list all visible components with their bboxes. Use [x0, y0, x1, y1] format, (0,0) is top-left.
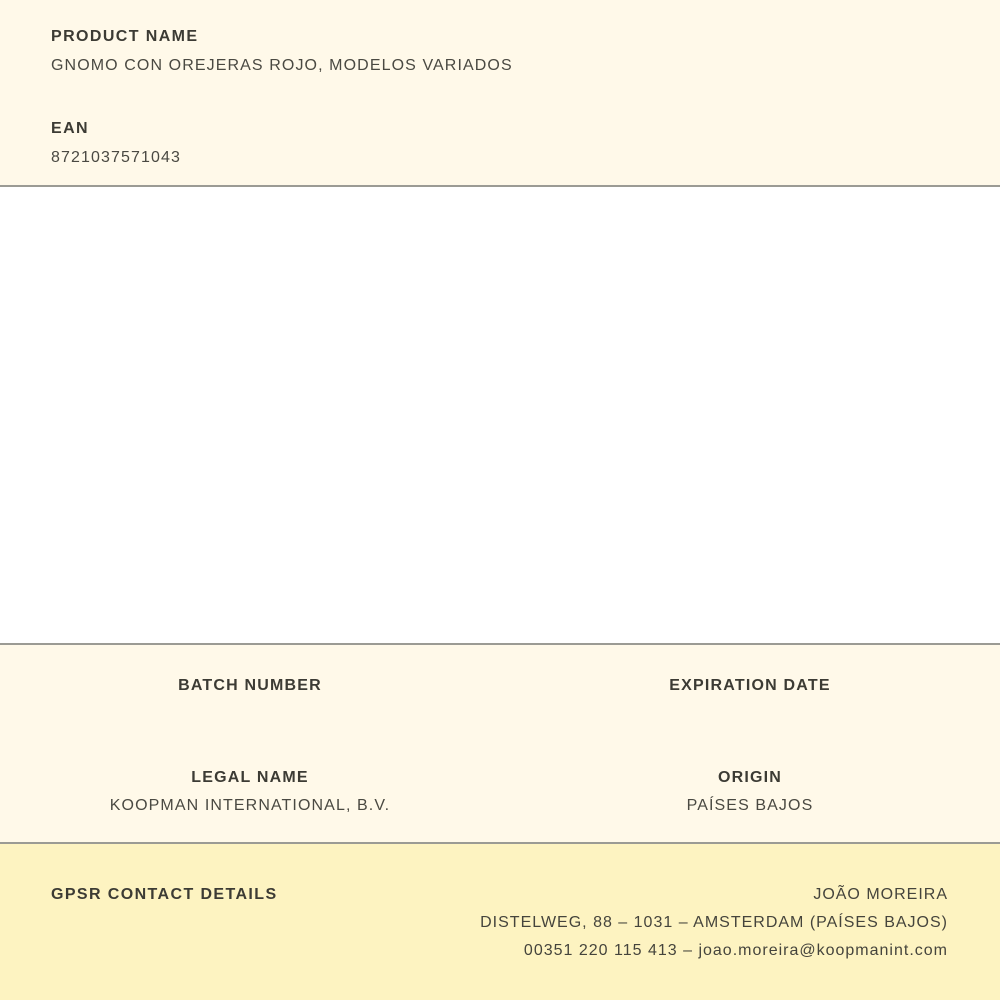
- details-right-column: [500, 676, 1000, 842]
- contact-address: DISTELWEG, 88 – 1031 – AMSTERDAM (PAÍSES BAJOS): [480, 914, 948, 931]
- product-header-section: [0, 0, 1000, 185]
- ean-value: 8721037571043: [51, 149, 181, 166]
- gpsr-contact-label: GPSR CONTACT DETAILS: [51, 886, 278, 903]
- expiration-date-label: EXPIRATION DATE: [669, 677, 831, 694]
- product-name-label: PRODUCT NAME: [51, 28, 199, 45]
- contact-phone-email: 00351 220 115 413 – joao.moreira@koopmanint.com: [523, 942, 948, 959]
- legal-name-value: KOOPMAN INTERNATIONAL, B.V.: [109, 797, 391, 814]
- gpsr-contact-section: [0, 844, 1000, 1000]
- product-name-value: GNOMO CON OREJERAS ROJO, MODELOS VARIADOS: [51, 57, 513, 74]
- origin-label: ORIGIN: [717, 769, 783, 786]
- contact-person-name: JOÃO MOREIRA: [813, 886, 948, 903]
- ean-block: [51, 119, 950, 167]
- product-image-area: [0, 187, 1000, 643]
- gpsr-contact-block: [480, 885, 948, 969]
- details-left-column: [0, 676, 500, 842]
- batch-number-label: BATCH NUMBER: [178, 677, 322, 694]
- legal-name-label: LEGAL NAME: [191, 769, 309, 786]
- origin-value: PAÍSES BAJOS: [686, 797, 814, 814]
- ean-label: EAN: [51, 120, 89, 137]
- details-section: [0, 645, 1000, 842]
